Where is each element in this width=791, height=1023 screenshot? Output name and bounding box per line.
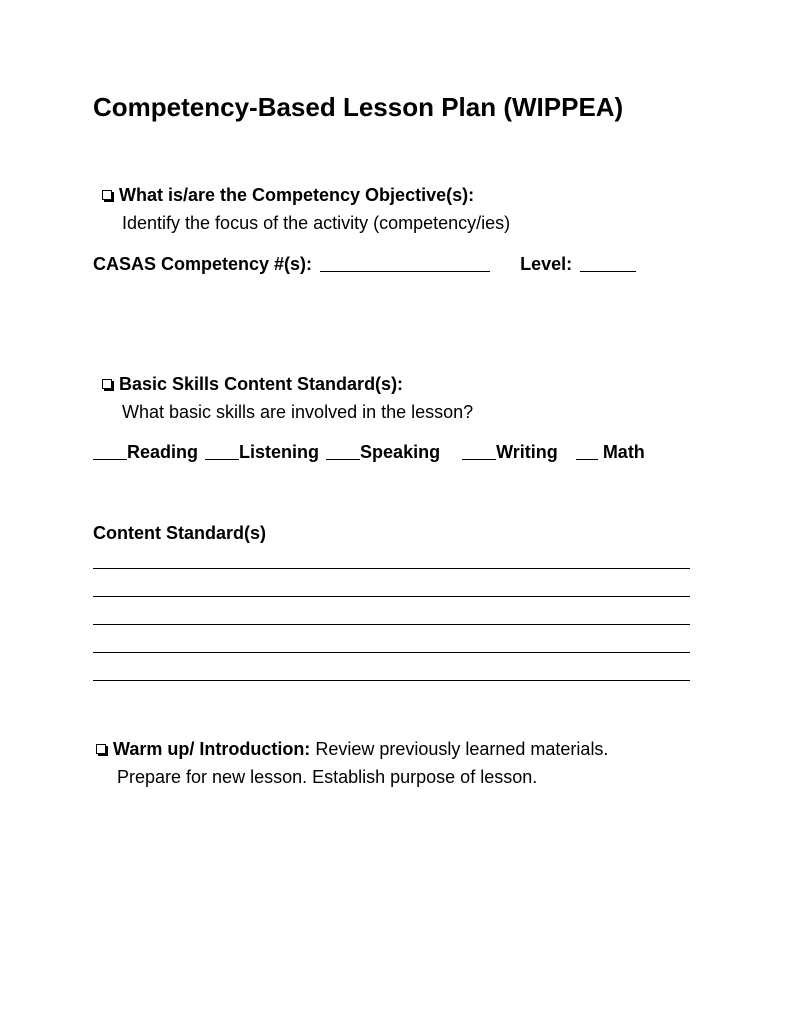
content-standard-line[interactable] bbox=[93, 568, 690, 569]
content-standards-heading: Content Standard(s) bbox=[93, 523, 266, 543]
competency-objective-heading: What is/are the Competency Objective(s): bbox=[119, 185, 475, 205]
casas-competency-label: CASAS Competency #(s): bbox=[93, 254, 313, 274]
competency-objective-heading-row bbox=[102, 184, 474, 206]
casas-competency-row bbox=[93, 253, 636, 275]
warmup-text-line1: Review previously learned materials. bbox=[310, 739, 609, 759]
skill-blank-listening[interactable] bbox=[205, 443, 239, 460]
skill-math: Math bbox=[602, 442, 645, 462]
skill-speaking: Speaking bbox=[360, 442, 441, 462]
warmup-heading: Warm up/ Introduction: bbox=[113, 739, 311, 759]
page-title: Competency-Based Lesson Plan (WIPPEA) bbox=[93, 92, 624, 122]
basic-skills-description: What basic skills are involved in the lesson? bbox=[122, 402, 474, 422]
skill-writing: Writing bbox=[496, 442, 558, 462]
content-standard-line[interactable] bbox=[93, 624, 690, 625]
skill-listening: Listening bbox=[239, 442, 320, 462]
checkbox-icon[interactable] bbox=[96, 744, 106, 754]
content-standard-line[interactable] bbox=[93, 680, 690, 681]
checkbox-icon[interactable] bbox=[102, 379, 112, 389]
skill-blank-writing[interactable] bbox=[462, 443, 496, 460]
casas-competency-blank[interactable] bbox=[320, 255, 490, 272]
checkbox-icon[interactable] bbox=[102, 190, 112, 200]
competency-objective-description: Identify the focus of the activity (competency/ies) bbox=[122, 213, 511, 233]
skill-blank-speaking[interactable] bbox=[326, 443, 360, 460]
content-standard-line[interactable] bbox=[93, 596, 690, 597]
warmup-text-line2: Prepare for new lesson. Establish purpose of lesson. bbox=[117, 767, 538, 787]
basic-skills-heading: Basic Skills Content Standard(s): bbox=[119, 374, 404, 394]
level-label: Level: bbox=[520, 254, 573, 274]
basic-skills-heading-row bbox=[102, 373, 403, 395]
skill-reading: Reading bbox=[127, 442, 199, 462]
skills-checklist-row bbox=[93, 441, 645, 463]
level-blank[interactable] bbox=[580, 255, 636, 272]
content-standard-line[interactable] bbox=[93, 652, 690, 653]
skill-blank-math[interactable] bbox=[576, 443, 598, 460]
skill-blank-reading[interactable] bbox=[93, 443, 127, 460]
warmup-row bbox=[96, 738, 608, 760]
